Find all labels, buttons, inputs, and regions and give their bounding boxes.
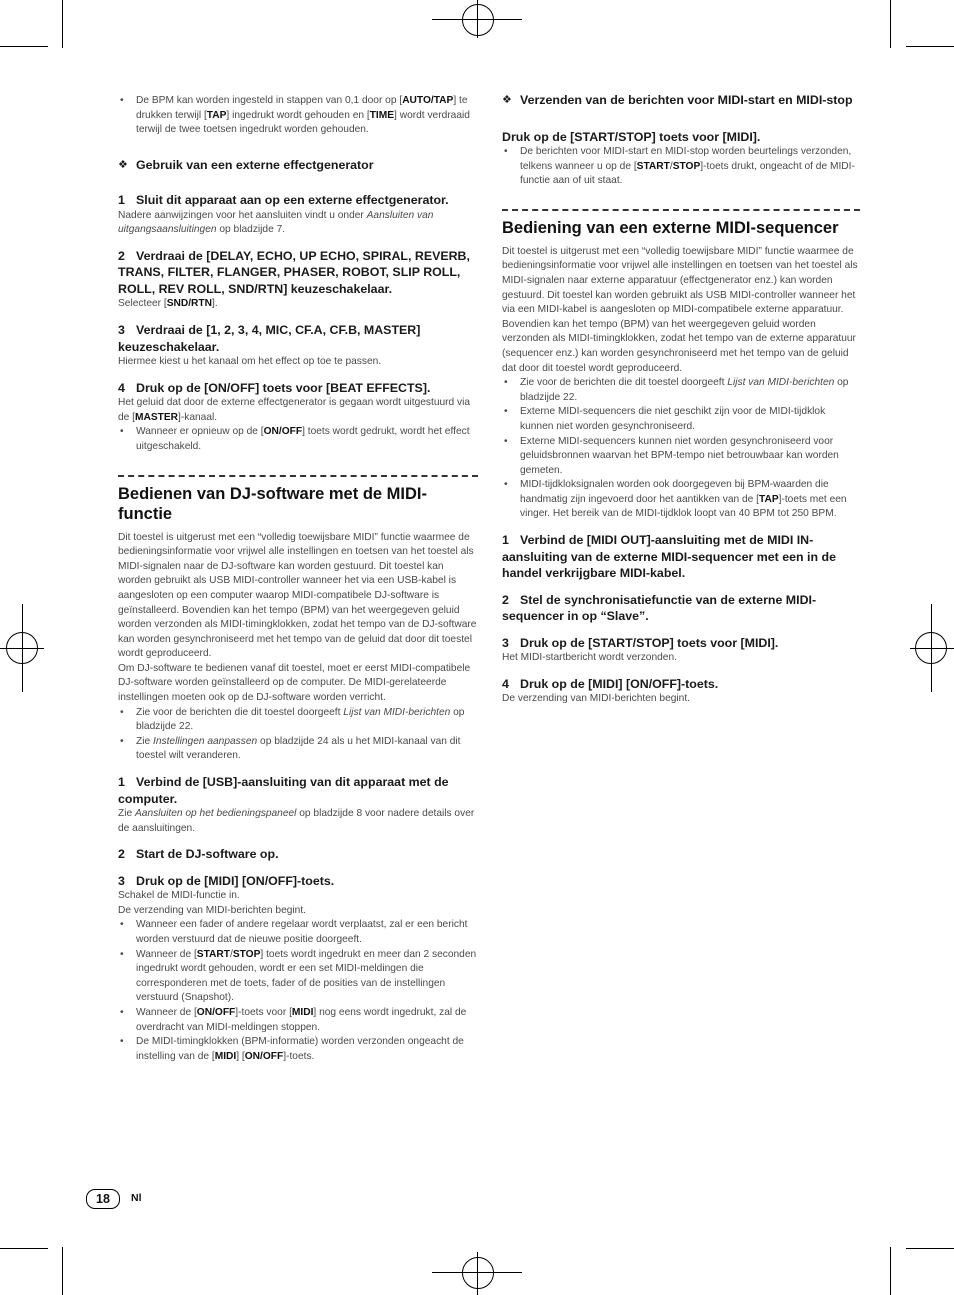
step-midi-on-off-sequencer-note: De verzending van MIDI-berichten begint. [502,693,691,705]
dj-bullet-midi-list: • Zie voor de berichten die dit toestel doorgeeft Lijst van MIDI-berichten op bladzijde 22. [118,706,478,735]
dj-bullet-settings: • Zie Instellingen aanpassen op bladzijde 24 als u het MIDI-kanaal van dit toestel wilt veranderen. [118,735,478,764]
midi-bullet-stop: • Wanneer de [ON/OFF]-toets voor [MIDI] nog eens wordt ingedrukt, zal de overdracht van MIDI-meldingen stoppen. [118,1006,478,1035]
step-connect-usb-note: Zie Aansluiten op het bedieningspaneel op bladzijde 8 voor nadere details over de aansluitingen. [118,808,475,834]
step-slave-sync: 2 Stel de synchronisatiefunctie van de externe MIDI-sequencer in op “Slave”. [502,592,817,624]
dj-install-paragraph: Om DJ-software te bedienen vanaf dit toestel, moet er eerst MIDI-compatibele DJ-software worden geïnstalleerd op de computer. De MIDI-gerelateerde instellingen moeten ook op de DJ-software worden verricht. [118,662,471,704]
seq-bullet-midi-list: • Zie voor de berichten die dit toestel doorgeeft Lijst van MIDI-berichten op bladzijde 22. [502,376,860,405]
page-number: 18 [86,1189,120,1209]
section-divider [502,209,860,211]
step-beat-effects: 4 Druk op de [ON/OFF] toets voor [BEAT EFFECTS]. [118,380,431,395]
dj-intro-paragraph: Dit toestel is uitgerust met een “volledig toewijsbare MIDI” functie waarmee de bedieningsinformatie voor vrijwel alle instellingen en toetsen van het toestel als MIDI-signalen naar de DJ-software kan worden gestuurd. Dit toestel kan worden gebruikt als USB MIDI-controller wanneer het via een USB-kabel is aangesloten op een computer waarop MIDI-compatibele DJ-software is geïnstalleerd. Bovendien kan het tempo (BPM) van het weergegeven geluid worden verzonden als MIDI-timingklokken, zodat het tempo van de DJ-software kan worden gesynchroniseerd met het tempo van de geluid dat door dit toestel wordt geproduceerd. [118,531,477,660]
step-midi-on-off: 3 Druk op de [MIDI] [ON/OFF]-toets. [118,873,335,888]
midi-bullet-timing: • De MIDI-timingklokken (BPM-informatie) worden verzonden ongeacht de instelling van de [MIDI] [ON/OFF]-toets. [118,1035,478,1064]
send-start-stop-bullet: • De berichten voor MIDI-start en MIDI-stop worden beurtelings verzonden, telkens wanneer u op de [START/STOP]-toets drukt, ongeacht of de MIDI-functie aan of uit staat. [502,145,860,189]
section-divider [118,475,478,477]
step-connect-usb: 1 Verbind de [USB]-aansluiting van dit apparaat met de computer. [118,775,449,806]
seq-bullet-unreliable-bpm: • Externe MIDI-sequencers kunnen niet worden gesynchroniseerd voor geluidsbronnen waarvan het BPM-tempo niet betrouwbaar kan worden gemeten. [502,435,860,479]
step-turn-selector-note: Selecteer [SND/RTN]. [118,298,218,310]
section-title-sequencer: Bediening van een externe MIDI-sequencer [502,218,839,237]
step-midi-on-off-note-1: Schakel de MIDI-functie in. [118,890,240,902]
step-midi-on-off-sequencer: 4 Druk op de [MIDI] [ON/OFF]-toets. [502,676,719,691]
step-start-dj-software: 2 Start de DJ-software op. [118,847,279,862]
step-start-stop-midi: 3 Druk op de [START/STOP] toets voor [MIDI]. [502,635,779,650]
step-connect-effect-note: Nadere aanwijzingen voor het aansluiten vindt u onder Aansluiten van uitgangsaansluitingen op bladzijde 7. [118,209,434,236]
step-connect-midi-out: 1 Verbind de [MIDI OUT]-aansluiting met de MIDI IN-aansluiting van de externe MIDI-sequencer met een in de handel verkrijgbare MIDI-kabel. [502,533,836,581]
step-midi-on-off-note-2: De verzending van MIDI-berichten begint. [118,904,307,916]
send-start-stop-instruction: Druk op de [START/STOP] toets voor [MIDI]. [502,129,761,144]
seq-bullet-no-clock: • Externe MIDI-sequencers die niet geschikt zijn voor de MIDI-tijdklok kunnen niet worden gesynchroniseerd. [502,405,860,434]
seq-bullet-tap: • MIDI-tijdkloksignalen worden ook doorgegeven bij BPM-waarden die handmatig zijn ingevoerd door het aantikken van de [TAP]-toets met een vinger. Het bereik van de MIDI-tijdklok loopt van 40 BPM tot 250 BPM. [502,478,860,522]
section-title-dj-software: Bedienen van DJ-software met de MIDI-functie [118,484,427,523]
step-channel-selector-note: Hiermee kiest u het kanaal om het effect op toe te passen. [118,356,382,368]
step-start-stop-midi-note: Het MIDI-startbericht wordt verzonden. [502,652,677,664]
step-beat-effects-bullet: • Wanneer er opnieuw op de [ON/OFF] toets wordt gedrukt, wordt het effect uitgeschakeld. [118,425,478,454]
left-column [118,92,478,1064]
step-turn-selector: 2 Verdraai de [DELAY, ECHO, UP ECHO, SPIRAL, REVERB, TRANS, FILTER, FLANGER, PHASER, ROBOT, SLIP ROLL, ROLL, REV ROLL, SND/RTN] keuzeschakelaar. [118,248,470,296]
right-column [502,92,860,707]
step-connect-effect: 1 Sluit dit apparaat aan op een externe effectgenerator. [118,193,449,208]
midi-bullet-fader: • Wanneer een fader of andere regelaar wordt verplaatst, zal er een bericht worden verstuurd dat de nieuwe positie doorgeeft. [118,918,478,947]
sequencer-intro-paragraph: Dit toestel is uitgerust met een “volledig toewijsbare MIDI” functie waarmee de bedieningsinformatie voor vrijwel alle instellingen en toetsen van het toestel als MIDI-signalen naar externe apparatuur (effectgenerator enz.) kan worden gestuurd. Dit toestel kan worden gebruikt als USB MIDI-controller wanneer het via een MIDI-kabel is aangesloten op MIDI-compatibele externe apparatuur. Bovendien kan het tempo (BPM) van het weergegeven geluid worden verzonden als MIDI-timingklokken, zodat het tempo van de externe apparatuur (sequencer enz.) kan worden gesynchroniseerd met het tempo van de geluid dat door dit toestel wordt geproduceerd. [502,245,858,374]
midi-bullet-snapshot: • Wanneer de [START/STOP] toets wordt ingedrukt en meer dan 2 seconden ingedrukt wordt gehouden, wordt er een set MIDI-meldingen die corresponderen met de toets, fader of de posities van de instellingen verstuurd (Snapshot). [118,948,478,1006]
bpm-note: • De BPM kan worden ingesteld in stappen van 0,1 door op [AUTO/TAP] te drukken terwijl [TAP] ingedrukt wordt gehouden en [TIME] wordt verdraaid terwijl de twee toetsen ingedrukt worden gehouden. [118,94,478,138]
language-code: Nl [131,1192,142,1204]
send-start-stop-heading: ❖ Verzenden van de berichten voor MIDI-start en MIDI-stop [502,92,860,109]
step-channel-selector: 3 Verdraai de [1, 2, 3, 4, MIC, CF.A, CF.B, MASTER] keuzeschakelaar. [118,323,421,354]
external-effect-heading: ❖ Gebruik van een externe effectgenerator [118,157,478,174]
step-beat-effects-note: Het geluid dat door de externe effectgenerator is gegaan wordt uitgestuurd via de [MASTER]-kanaal. [118,397,471,423]
